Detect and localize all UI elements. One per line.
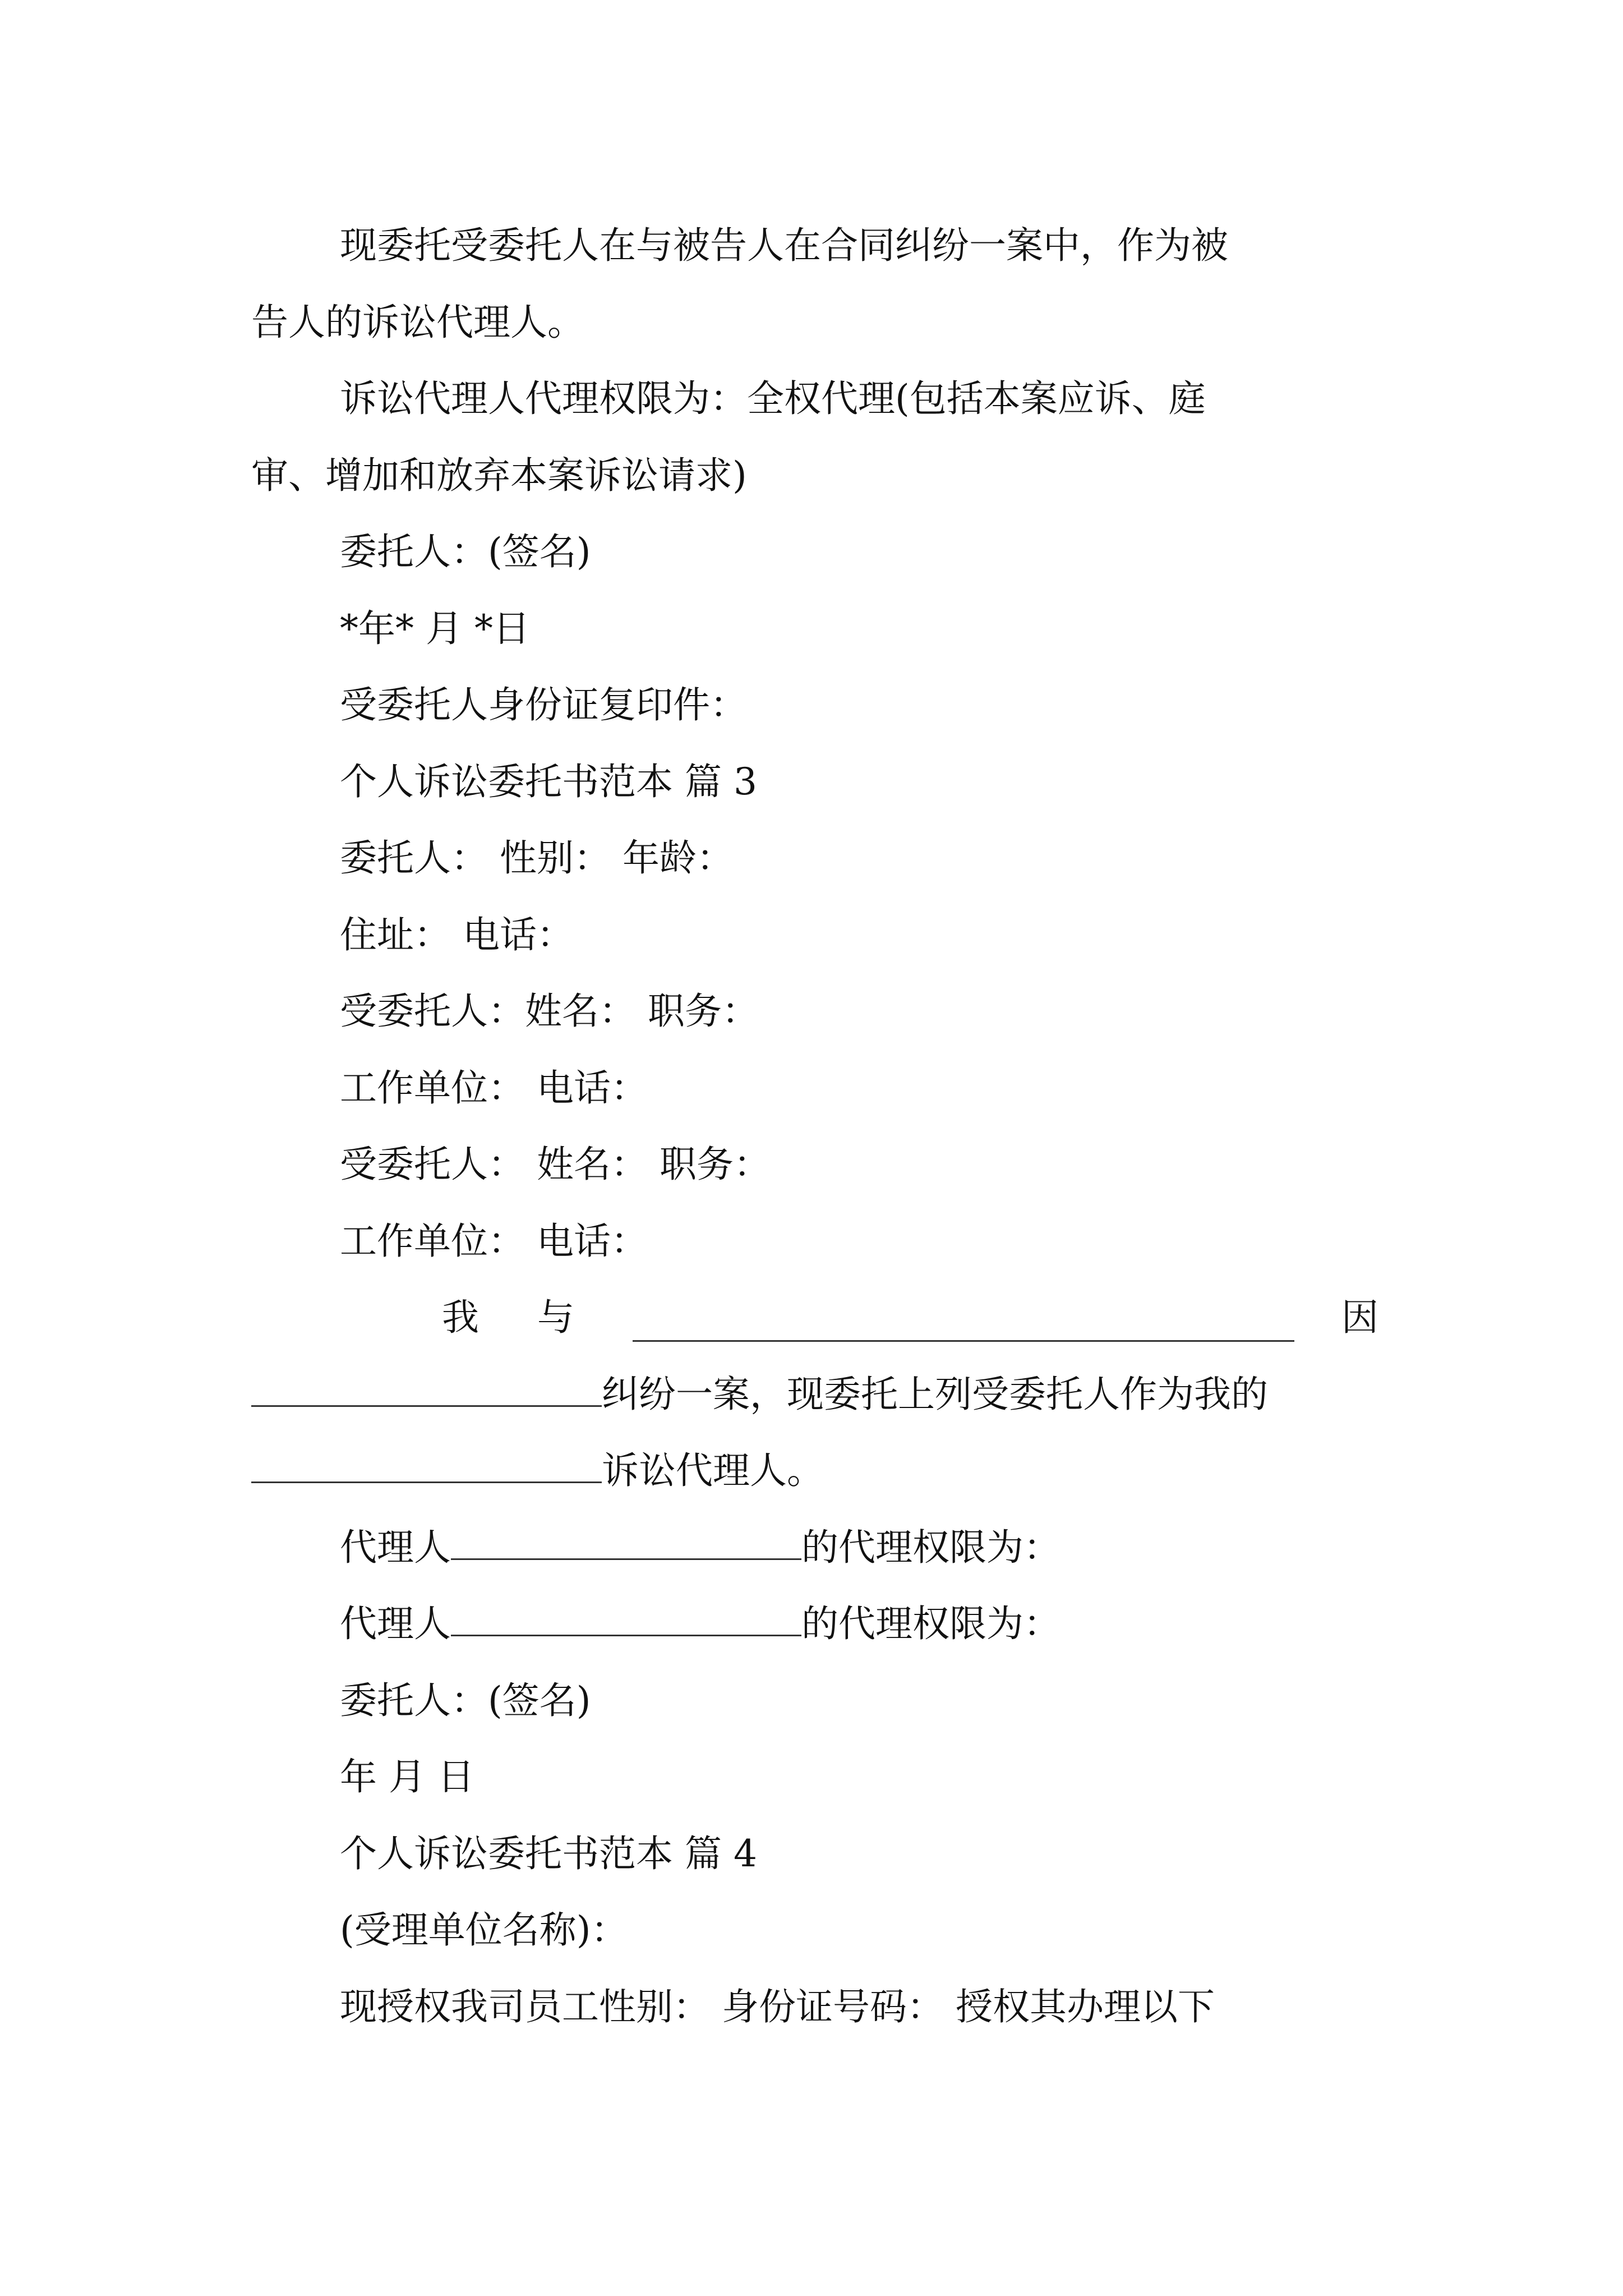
form-field-line: 受委托人： 姓名： 职务： — [340, 1143, 771, 1186]
blank-paragraph-line-1 — [251, 1280, 1378, 1356]
section-title: 个人诉讼委托书范本 篇 4 — [340, 1832, 757, 1875]
section-title: 个人诉讼委托书范本 篇 3 — [340, 760, 757, 803]
word-yin: 因 — [1341, 1296, 1378, 1339]
agent-suffix: 的代理权限为： — [801, 1525, 1061, 1569]
paragraph-text: 诉讼代理人。 — [602, 1449, 824, 1492]
date-line: 年 月 日 — [340, 1755, 474, 1798]
blank-underline — [251, 1442, 602, 1483]
word-yu: 与 — [537, 1296, 574, 1339]
paragraph-line: 告人的诉讼代理人。 — [251, 300, 584, 344]
form-field-line: 工作单位： 电话： — [340, 1219, 648, 1263]
form-field-line: 工作单位： 电话： — [340, 1066, 648, 1110]
paragraph-text: 纠纷一案，现委托上列受委托人作为我的 — [602, 1372, 1268, 1416]
blank-underline — [451, 1519, 801, 1560]
paragraph-line: 现委托受委托人在与被告人在合同纠纷一案中，作为被 — [340, 224, 1228, 267]
document-page — [251, 208, 1378, 2045]
blank-paragraph-line-2 — [251, 1356, 1378, 1433]
agent-prefix: 代理人 — [340, 1525, 451, 1569]
agent-line-1 — [251, 1510, 1378, 1586]
paragraph-line: 现授权我司员工性别： 身份证号码： 授权其办理以下 — [340, 1985, 1215, 2028]
recipient-line: (受理单位名称)： — [340, 1908, 628, 1952]
agent-prefix: 代理人 — [340, 1602, 451, 1645]
agent-suffix: 的代理权限为： — [801, 1602, 1061, 1645]
form-field-line: 受委托人：姓名： 职务： — [340, 990, 759, 1033]
paragraph-line: 诉讼代理人代理权限为：全权代理(包括本案应诉、庭 — [340, 377, 1206, 420]
signature-line: 委托人：(签名) — [340, 1678, 591, 1722]
paragraph-line: 审、增加和放弃本案诉讼请求) — [251, 453, 747, 497]
signature-line: 委托人：(签名) — [340, 530, 591, 573]
blank-underline — [251, 1366, 602, 1407]
blank-underline — [633, 1301, 1294, 1342]
blank-paragraph-line-3 — [251, 1433, 1378, 1510]
id-copy-label: 受委托人身份证复印件： — [340, 683, 747, 726]
form-field-line: 住址： 电话： — [340, 913, 574, 956]
word-wo: 我 — [442, 1296, 479, 1339]
blank-underline — [451, 1595, 801, 1636]
agent-line-2 — [251, 1586, 1378, 1663]
form-field-line: 委托人： 性别： 年龄： — [340, 836, 734, 880]
date-line: *年* 月 *日 — [340, 606, 530, 650]
